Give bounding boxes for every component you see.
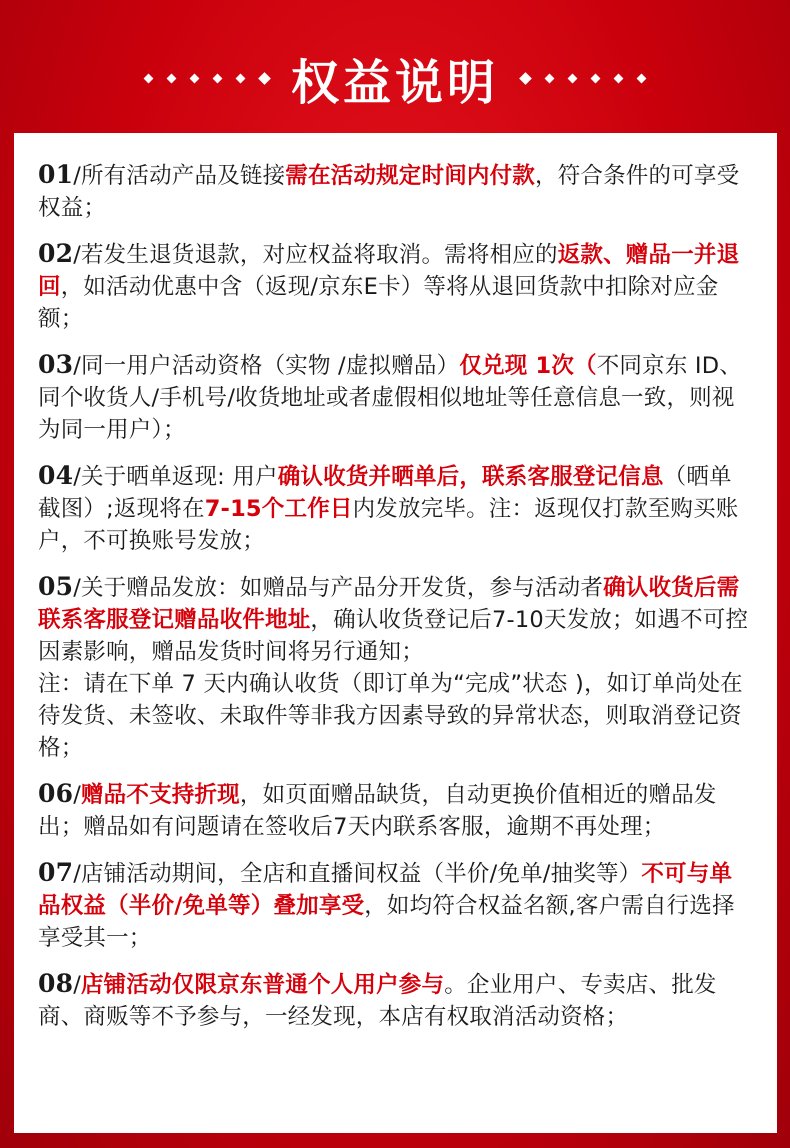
rule-number: 06	[38, 779, 74, 808]
rule-separator: /	[73, 353, 81, 379]
right-diamond-ornament	[521, 74, 645, 83]
rule-item	[38, 159, 751, 224]
rule-separator: /	[73, 861, 81, 887]
rule-item	[38, 968, 751, 1033]
rule-separator: /	[73, 242, 81, 268]
diamond-icon	[568, 73, 578, 83]
rule-number: 03	[38, 350, 74, 379]
diamond-icon	[236, 73, 246, 83]
diamond-icon	[190, 73, 200, 83]
rule-text: ，如均符合权益名额,客户需自行选择享受其一；	[38, 893, 735, 951]
rule-number: 08	[38, 969, 74, 998]
rule-number: 04	[38, 461, 74, 490]
rules-panel	[14, 133, 777, 1133]
diamond-icon	[213, 73, 223, 83]
page-title: 权益说明	[290, 54, 499, 111]
rule-text: 若发生退货退款，对应权益将取消。需将相应的	[80, 242, 558, 268]
rule-number: 02	[38, 239, 74, 268]
rule-text: （晒单截图）;返现将在	[38, 464, 732, 522]
rule-text: 。企业用户、专卖店、批发商、商贩等不予参与，一经发现，本店有权取消活动资格；	[38, 972, 717, 1030]
header	[0, 38, 790, 118]
rule-highlight-text: 赠品不支持折现	[80, 782, 240, 808]
diamond-icon	[614, 73, 624, 83]
rule-item	[38, 349, 751, 446]
rule-highlight-text: 仅兑现 1次（	[459, 353, 597, 379]
rule-separator: /	[73, 464, 81, 490]
rule-text: 关于晒单返现: 用户	[80, 464, 278, 490]
rule-highlight-text: 不可与单品权益（半价/免单等）叠加享受	[38, 861, 733, 919]
rule-highlight-text: 店铺活动仅限京东普通个人用户参与	[80, 972, 445, 998]
diamond-icon	[637, 73, 647, 83]
diamond-icon	[591, 73, 601, 83]
rule-item	[38, 571, 751, 764]
rule-text: ，符合条件的可享受权益；	[38, 163, 740, 221]
rule-highlight-text: 确认收货并晒单后，联系客服登记信息	[277, 464, 664, 490]
rule-item	[38, 238, 751, 335]
diamond-icon	[545, 73, 555, 83]
rule-separator: /	[73, 972, 81, 998]
rule-text: ，如活动优惠中含（返现/京东E卡）等将从退回货款中扣除对应金额；	[38, 274, 719, 332]
rule-text: ，如页面赠品缺货，自动更换价值相近的赠品发出；赠品如有问题请在签收后7天内联系客服，逾期不再处理；	[38, 782, 717, 840]
rule-number: 05	[38, 572, 74, 601]
rule-item	[38, 857, 751, 954]
diamond-icon	[144, 73, 154, 83]
rule-text: 所有活动产品及链接	[80, 163, 286, 189]
rule-text: 注：请在下单 7 天内确认收货（即订单为“完成”状态 )，如订单尚处在待发货、未签收、未取件等非我方因素导致的异常状态，则取消登记资格；	[38, 671, 743, 761]
rule-highlight-text: 确认收货后需联系客服登记赠品收件地址	[38, 575, 740, 633]
rule-number: 01	[38, 160, 74, 189]
rule-text: ，确认收货登记后7-10天发放；如遇不可控因素影响，赠品发货时间将另行通知；	[38, 607, 749, 665]
rule-separator: /	[73, 575, 81, 601]
rule-item	[38, 778, 751, 843]
diamond-icon	[258, 72, 271, 85]
diamond-icon	[167, 73, 177, 83]
rule-separator: /	[73, 163, 81, 189]
rule-highlight-text: 7-15个工作日	[204, 496, 353, 522]
rule-text: 不同京东 ID、同个收货人/手机号/收货地址或者虚假相似地址等任意信息一致，则视为同一用户）；	[38, 353, 742, 443]
rule-highlight-text: 需在活动规定时间内付款	[285, 163, 535, 189]
rule-item	[38, 460, 751, 557]
rule-text: 同一用户活动资格（实物 /虚拟赠品）	[80, 353, 460, 379]
left-diamond-ornament	[145, 74, 269, 83]
rule-text: 关于赠品发放：如赠品与产品分开发货，参与活动者	[80, 575, 604, 601]
rule-text: 内发放完毕。注：返现仅打款至购买账户，不可换账号发放；	[38, 496, 739, 554]
diamond-icon	[519, 72, 532, 85]
rule-number: 07	[38, 858, 74, 887]
rule-text: 店铺活动期间，全店和直播间权益（半价/免单/抽奖等）	[80, 861, 642, 887]
rule-highlight-text: 返款、赠品一并退回	[38, 242, 740, 300]
rule-separator: /	[73, 782, 81, 808]
